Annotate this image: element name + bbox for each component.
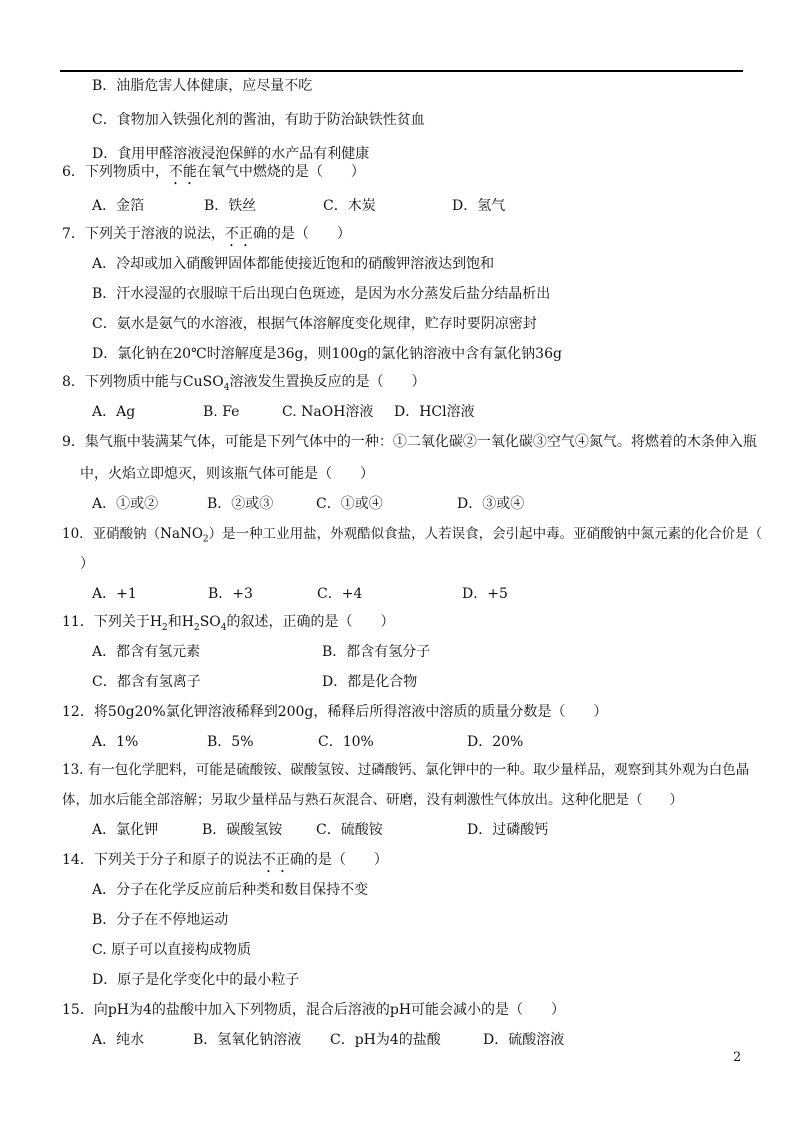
q10-option-c: C．+4 <box>317 586 363 602</box>
q9-option-b: B．②或③ <box>207 496 274 512</box>
q12-stem: 12．将50g20%氯化钾溶液稀释到200g，稀释后所得溶液中溶质的质量分数是（ ） <box>62 704 608 720</box>
q12-option-a: A．1% <box>92 734 139 750</box>
q11-option-a: A．都含有氢元素 <box>92 644 201 660</box>
page-number: 2 <box>733 1050 742 1065</box>
q15-option-b: B．氢氧化钠溶液 <box>193 1032 302 1048</box>
q8-option-a: A．Ag <box>92 404 136 420</box>
q11-option-d: D．都是化合物 <box>322 674 418 690</box>
q11-option-c: C．都含有氢离子 <box>92 674 201 690</box>
q13-option-d: D．过磷酸钙 <box>467 822 549 838</box>
q15-option-a: A．纯水 <box>92 1032 145 1048</box>
q10-option-d: D．+5 <box>462 586 508 602</box>
q6-option-d: D．氢气 <box>452 198 506 214</box>
q7-option-d: D．氯化钠在20℃时溶解度是36g，则100g的氯化钠溶液中含有氯化钠36g <box>92 346 562 362</box>
q11-stem: 11．下列关于$H_2$和$H_2SO_4$的叙述，正确的是（ ） <box>62 614 395 633</box>
q7-emphasis: 不正 <box>224 226 253 242</box>
q10-stem-line2: ） <box>80 556 94 572</box>
q9-option-d: D．③或④ <box>457 496 525 512</box>
q10-option-b: B．+3 <box>208 586 253 602</box>
q7-option-a: A．冷却或加入硝酸钾固体都能使接近饱和的硝酸钾溶液达到饱和 <box>92 256 495 272</box>
q6-emphasis: 不能 <box>168 164 197 180</box>
q12-option-b: B．5% <box>207 734 254 750</box>
q13-stem-line1: 13. 有一包化学肥料，可能是硫酸铵、碳酸氢铵、过磷酸钙、氯化钾中的一种。取少量样品，观察到其外观为白色晶 <box>62 762 750 778</box>
q9-option-c: C．①或④ <box>316 496 383 512</box>
q9-stem-line2: 中，火焰立即熄灭，则该瓶气体可能是（ ） <box>80 466 374 482</box>
q13-option-c: C．硫酸铵 <box>316 822 383 838</box>
q14-option-c: C. 原子可以直接构成物质 <box>92 942 252 958</box>
q5-option-b: B．油脂危害人体健康，应尽量不吃 <box>92 78 313 94</box>
q15-option-c: C．pH为4的盐酸 <box>330 1032 441 1048</box>
q10-stem-line1: 10．亚硝酸钠（NaNO$_2$）是一种工业用盐，外观酷似食盐，人若误食，会引起中毒。亚硝酸钠中氮元素的化合价是（ <box>62 526 763 545</box>
q9-stem-line1: 9．集气瓶中装满某气体，可能是下列气体中的一种：①二氧化碳②一氧化碳③空气④氮气。将燃着的木条伸入瓶 <box>62 434 757 450</box>
q10-option-a: A．+1 <box>92 586 137 602</box>
q12-option-c: C．10% <box>318 734 374 750</box>
q12-option-d: D．20% <box>467 734 524 750</box>
header-rule <box>60 70 743 72</box>
q13-option-a: A．氯化钾 <box>92 822 159 838</box>
q14-stem: 14．下列关于分子和原子的说法不正确的是（ ） <box>62 852 388 868</box>
q14-option-d: D．原子是化学变化中的最小粒子 <box>92 972 300 988</box>
q9-option-a: A．①或② <box>92 496 159 512</box>
q14-emphasis: 不正 <box>261 852 290 868</box>
q6-option-b: B．铁丝 <box>204 198 257 214</box>
q7-option-b: B．汗水浸湿的衣服晾干后出现白色斑迹，是因为水分蒸发后盐分结晶析出 <box>92 286 551 302</box>
q8-stem: 8．下列物质中能与CuSO$_4$溶液发生置换反应的是（ ） <box>62 374 426 393</box>
q6-stem: 6．下列物质中，不能在氧气中燃烧的是（ ） <box>62 164 365 180</box>
q5-option-c: C．食物加入铁强化剂的酱油，有助于防治缺铁性贫血 <box>92 112 425 128</box>
q13-stem-line2: 体，加水后能全部溶解；另取少量样品与熟石灰混合、研磨，没有刺激性气体放出。这种化肥是（ ） <box>62 792 683 808</box>
q15-stem: 15．向pH为4的盐酸中加入下列物质，混合后溶液的pH可能会减小的是（ ） <box>62 1002 566 1018</box>
q15-option-d: D．硫酸溶液 <box>483 1032 565 1048</box>
q8-option-d: D．HCl溶液 <box>394 404 475 420</box>
q8-option-c: C. NaOH溶液 <box>282 404 374 420</box>
q6-option-c: C．木炭 <box>323 198 376 214</box>
q11-option-b: B．都含有氢分子 <box>322 644 431 660</box>
q14-option-b: B．分子在不停地运动 <box>92 912 229 928</box>
q13-option-b: B．碳酸氢铵 <box>202 822 283 838</box>
q5-option-d: D．食用甲醛溶液浸泡保鲜的水产品有利健康 <box>92 146 370 162</box>
q14-option-a: A．分子在化学反应前后种类和数目保持不变 <box>92 882 369 898</box>
q8-option-b: B. Fe <box>203 404 240 420</box>
q7-stem: 7．下列关于溶液的说法，不正确的是（ ） <box>62 226 351 242</box>
q6-option-a: A．金箔 <box>92 198 145 214</box>
q7-option-c: C．氨水是氨气的水溶液，根据气体溶解度变化规律，贮存时要阴凉密封 <box>92 316 537 332</box>
